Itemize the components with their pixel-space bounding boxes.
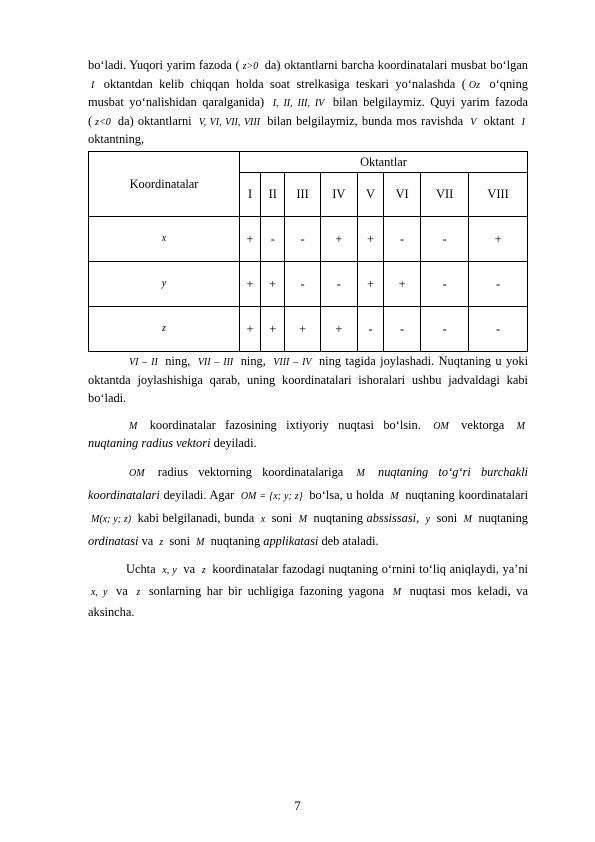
column-header: I <box>240 173 261 217</box>
sign-cell: + <box>240 262 261 307</box>
sign-cell: - <box>421 307 469 352</box>
sign-cell: + <box>384 262 421 307</box>
text: Uchta <box>126 561 160 576</box>
text: oktant <box>479 113 519 128</box>
math-expression: M <box>463 513 472 525</box>
text: va <box>110 583 134 598</box>
math-expression: OM <box>433 420 449 432</box>
math-expression: y <box>425 513 431 525</box>
text: ning, <box>160 354 195 369</box>
page-number: 7 <box>294 798 301 813</box>
sign-cell: + <box>240 217 261 262</box>
math-expression: M <box>196 536 205 548</box>
sign-cell: - <box>469 307 528 352</box>
column-header: IV <box>320 173 357 217</box>
math-expression: Oz <box>468 79 480 91</box>
math-expression: z <box>201 564 206 576</box>
text: koordinatalar fazodagi nuqtaning o‘rnini to‘liq aniqlaydi, ya’ni <box>208 561 528 576</box>
sign-cell: - <box>421 262 469 307</box>
math-expression: M <box>390 491 399 503</box>
paragraph-radius-vector <box>88 416 528 453</box>
column-header: VI <box>384 173 421 217</box>
math-expression: M <box>356 468 365 480</box>
sign-cell: + <box>320 307 357 352</box>
page-content <box>88 56 528 624</box>
table-row <box>89 262 528 307</box>
text: koordinatalar fazosining ixtiyoriy nuqtasi bo‘lsin. <box>140 417 431 432</box>
column-header: V <box>357 173 383 217</box>
math-expression: z>0 <box>242 61 259 72</box>
math-expression: OM <box>129 468 145 480</box>
paragraph-octants-intro <box>88 56 528 149</box>
math-expression: z <box>136 586 141 598</box>
italic-term: abssissasi <box>366 510 417 525</box>
sign-cell: - <box>421 217 469 262</box>
text: va <box>138 533 157 548</box>
sign-cell: - <box>261 217 285 262</box>
text: , <box>416 510 423 525</box>
text: bilan belgilaymiz. Quyi yarim fazoda ( <box>88 95 529 128</box>
sign-cell: + <box>285 307 320 352</box>
sign-cell: + <box>320 217 357 262</box>
math-expression: M <box>392 586 402 598</box>
math-expression: I, II, III, IV <box>272 98 325 110</box>
sign-cell: + <box>469 217 528 262</box>
math-expression: z <box>159 536 164 548</box>
italic-term: ordinatasi <box>88 533 139 548</box>
text: soni <box>166 533 194 548</box>
text: radius vektorning koordinatalariga <box>147 465 354 480</box>
row-label: x <box>89 217 240 262</box>
math-expression: M(x; y; z) <box>91 513 132 525</box>
text: bilan belgilaymiz, bunda mos ravishda <box>263 113 468 128</box>
sign-cell: - <box>285 217 320 262</box>
text: nuqtaning <box>310 510 367 525</box>
paragraph-uniqueness <box>88 559 528 624</box>
sign-cell: + <box>357 262 383 307</box>
sign-cell: - <box>384 307 421 352</box>
math-expression: M <box>516 420 525 432</box>
text: sonlarning har bir uchligiga fazoning yagona <box>143 583 390 598</box>
column-header: III <box>285 173 320 217</box>
text: deyiladi. <box>210 436 257 451</box>
math-expression: M <box>129 420 138 432</box>
table-row <box>89 217 528 262</box>
text: deb ataladi. <box>318 533 379 548</box>
text: bo‘lsa, u holda <box>305 488 388 503</box>
sign-cell: + <box>357 217 383 262</box>
sign-cell: - <box>384 217 421 262</box>
text: oktantdan kelib chiqqan holda soat strelkasiga teskari yo‘nalashda ( <box>97 76 466 91</box>
text: o‘qning musbat yo‘nalishidan qaralganida) <box>88 76 528 110</box>
text: nuqtaning koordinatalari <box>401 488 529 503</box>
row-label: z <box>89 307 240 352</box>
sign-cell: + <box>261 307 285 352</box>
math-expression: VI – II <box>129 357 158 369</box>
text: bo‘ladi. Yuqori yarim fazoda ( <box>88 58 240 72</box>
sign-cell: - <box>285 262 320 307</box>
sign-cell: - <box>320 262 357 307</box>
math-expression: V, VI, VII, VIII <box>198 116 261 128</box>
column-header: II <box>261 173 285 217</box>
sign-cell: + <box>240 307 261 352</box>
math-expression: z<0 <box>95 116 111 128</box>
math-expression: I <box>521 116 525 128</box>
text: nuqtaning <box>475 510 529 525</box>
sign-cell: - <box>357 307 383 352</box>
italic-term: nuqtaning to‘g‘ri burchakli koordinatalari <box>88 465 528 503</box>
text: nuqtasi mos keladi, va aksincha. <box>88 583 529 620</box>
math-expression: OM = {x; y; z} <box>240 491 303 503</box>
text: va <box>179 561 199 576</box>
text: deyiladi. Agar <box>159 488 238 503</box>
text: kabi belgilanadi, bunda <box>134 510 258 525</box>
column-header: VII <box>421 173 469 217</box>
text: vektorga <box>451 417 514 432</box>
group-header-cell: Oktantlar <box>240 152 528 173</box>
column-header: VIII <box>469 173 528 217</box>
paragraph-lower-octants <box>88 352 528 408</box>
math-expression: x <box>260 513 266 525</box>
table-row <box>89 307 528 352</box>
text: soni <box>433 510 461 525</box>
text: ning tagida joylashadi. Nuqtaning u yoki oktantda joylashishiga qarab, uning koordinatalari ishoralari ushbu jadvaldagi kabi bo‘ladi. <box>88 354 529 406</box>
text: da) oktantlarni barcha koordinatalari musbat bo‘lgan <box>261 58 528 72</box>
paragraph-coordinates <box>88 461 528 553</box>
text: ning, <box>236 354 271 369</box>
row-label: y <box>89 262 240 307</box>
sign-cell: + <box>261 262 285 307</box>
text: nuqtaning <box>207 533 264 548</box>
octant-sign-table <box>88 151 528 352</box>
row-header-cell: Koordinatalar <box>89 152 240 217</box>
math-expression: VII – III <box>197 357 234 369</box>
italic-term: applikatasi <box>263 533 319 548</box>
math-expression: VIII – IV <box>273 357 312 369</box>
math-expression: I <box>91 79 95 91</box>
sign-cell: - <box>469 262 528 307</box>
math-expression: x, y <box>91 586 108 598</box>
text: da) oktantlarni <box>113 113 196 128</box>
math-expression: M <box>298 513 308 525</box>
math-expression: V <box>470 116 477 128</box>
text: soni <box>268 510 296 525</box>
text: oktantning, <box>88 132 145 147</box>
math-expression: x, y <box>162 564 177 576</box>
italic-term: nuqtaning radius vektori <box>88 436 211 451</box>
